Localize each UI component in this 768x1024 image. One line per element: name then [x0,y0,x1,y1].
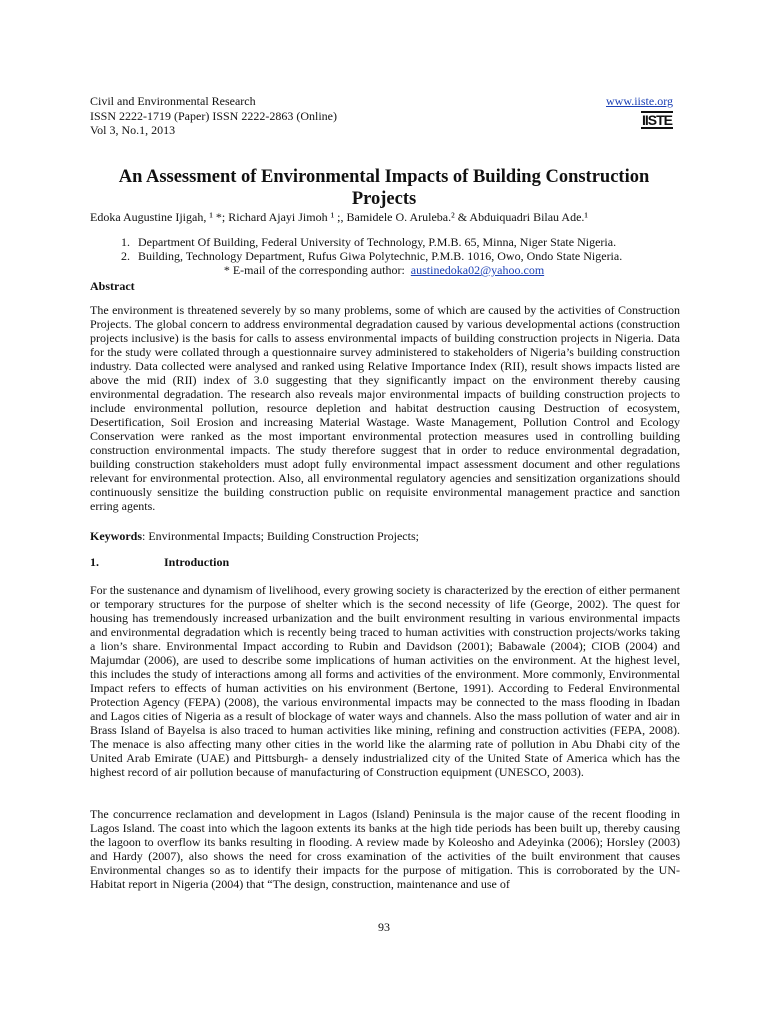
journal-name: Civil and Environmental Research [90,94,256,108]
abstract-heading: Abstract [90,279,135,293]
iiste-logo: IISTE [641,111,672,128]
journal-issn: ISSN 2222-1719 (Paper) ISSN 2222-2863 (Online) [90,108,337,123]
affiliation-text: Building, Technology Department, Rufus Giwa Polytechnic, P.M.B. 1016, Owo, Ondo State Nigeria. [138,249,623,263]
abstract-text: The environment is threatened severely by so many problems, some of which are caused by the activities of Construction Projects. The global concern to address environmental degradation caused by various developmental actions (construction projects inclusive) is the basis for calls to assess environmental impacts of building construction projects in Nigeria. Data for the study were collated through a questionnaire survey administered to stakeholders of Nigeria’s building construction industry. Data collected were analysed and ranked using Relative Importance Index (RII), result shows impacts listed are above the mid (RII) index of 3.0 suggesting that they significantly impact on the environment thereby causing environmental degradation. The research also reveals major environmental impacts of building construction projects to include environmental pollution, resource depletion and habitat destruction causing Destruction of ecosystem, Desertification, Soil Erosion and increasing Material Wastage. Waste Management, Pollution Control and Ecology Conservation were ranked as the most important environmental protection measures used in controlling building construction environmental impacts. The study therefore suggest that in order to reduce environmental degradation, building construction stakeholders must adopt fully environmental impact assessment document and other regulations relevant for environmental protection. Also, all environmental regulatory agencies and sensitization organizations should continuously sensitize the building construction public on requisite environmental management practice and sanction erring agents. [90,303,680,513]
journal-volume: Vol 3, No.1, 2013 [90,123,176,137]
affiliation-text: Department Of Building, Federal University of Technology, P.M.B. 65, Minna, Niger State Nigeria. [138,235,617,249]
section-heading [90,555,229,570]
section-title: Introduction [164,555,230,569]
email-link[interactable]: austinedoka02@yahoo.com [410,263,545,277]
publisher-header [606,94,673,129]
intro-paragraph-1: For the sustenance and dynamism of livelihood, every growing society is characterized by the erection of either permanent or temporary structures for the purpose of shelter which is the second necessity of life (George, 2002). The quest for housing has tremendously increased urbanization and the built environment resulting in various environmental impacts and environmental degradation which is recently being traced to human activities with construction projects/works taking a lion’s share. Environmental Impact according to Rubin and Davidson (2001); Babawale (2004); CIOB (2004) and Majumdar (2006), are used to describe some implications of human activities on the environment. At the highest level, this includes the study of interactions among all forms and activities of the environment. More commonly, Environmental Impact refers to effects of human activities on his environment (Bertone, 1991). According to Federal Environmental Protection Agency (FEPA) (2008), the various environmental impacts may be connected to the mass flooding in Ibadan and Lagos cities of Nigeria as a result of blockage of water ways and channels. Also the mass pollution of water and air in Brass Island of Bayelsa is also traced to human activities like mining, refining and construction activities (FEPA, 2008). The menace is also affecting many other cities in the world like the alarming rate of pollution in Abu Dhabi city of the United Arab Emirate (UAE) and Pittsburgh- a densely industrialized city of the United State of America which has the highest record of air pollution because of manufacturing of Construction equipment (UNESCO, 2003). [90,583,680,779]
keywords-line [90,529,680,543]
paper-title: An Assessment of Environmental Impacts of Building Construction Projects [118,167,650,209]
affiliation-item [90,235,678,249]
intro-paragraph-2: The concurrence reclamation and development in Lagos (Island) Peninsula is the major cause of the recent flooding in Lagos Island. The coast into which the lagoon extents its banks at the high tide periods has been built up, thereby causing the lagoon to overflow its banks resulting in flooding. A review made by Koleosho and Adeyinka (2006); Horsley (2003) and Hardy (2007), also shows the need for cross examination of the activities of the built environment that causes Environmental changes so as to identify their impacts for the purpose of mitigation. This is corroborated by the UN-Habitat report in Nigeria (2004) that “The design, construction, maintenance and use of [90,807,680,891]
author-list: Edoka Augustine Ijigah, ¹ *; Richard Ajayi Jimoh ¹ ;, Bamidele O. Aruleba.² & Abduiquadri Bilau Ade.¹ [90,210,588,224]
affiliation-number: 1. [121,235,130,249]
journal-header [90,94,337,138]
corresponding-email [90,263,678,277]
email-label: * E-mail of the corresponding author: [223,263,405,277]
affiliation-number: 2. [121,249,130,263]
section-number: 1. [90,555,99,569]
affiliation-item [90,249,678,263]
website-link[interactable]: www.iiste.org [606,94,673,108]
keywords-text: : Environmental Impacts; Building Construction Projects; [142,529,419,543]
keywords-label: Keywords [90,529,142,543]
page-number: 93 [378,920,390,934]
affiliation-list [90,235,678,277]
